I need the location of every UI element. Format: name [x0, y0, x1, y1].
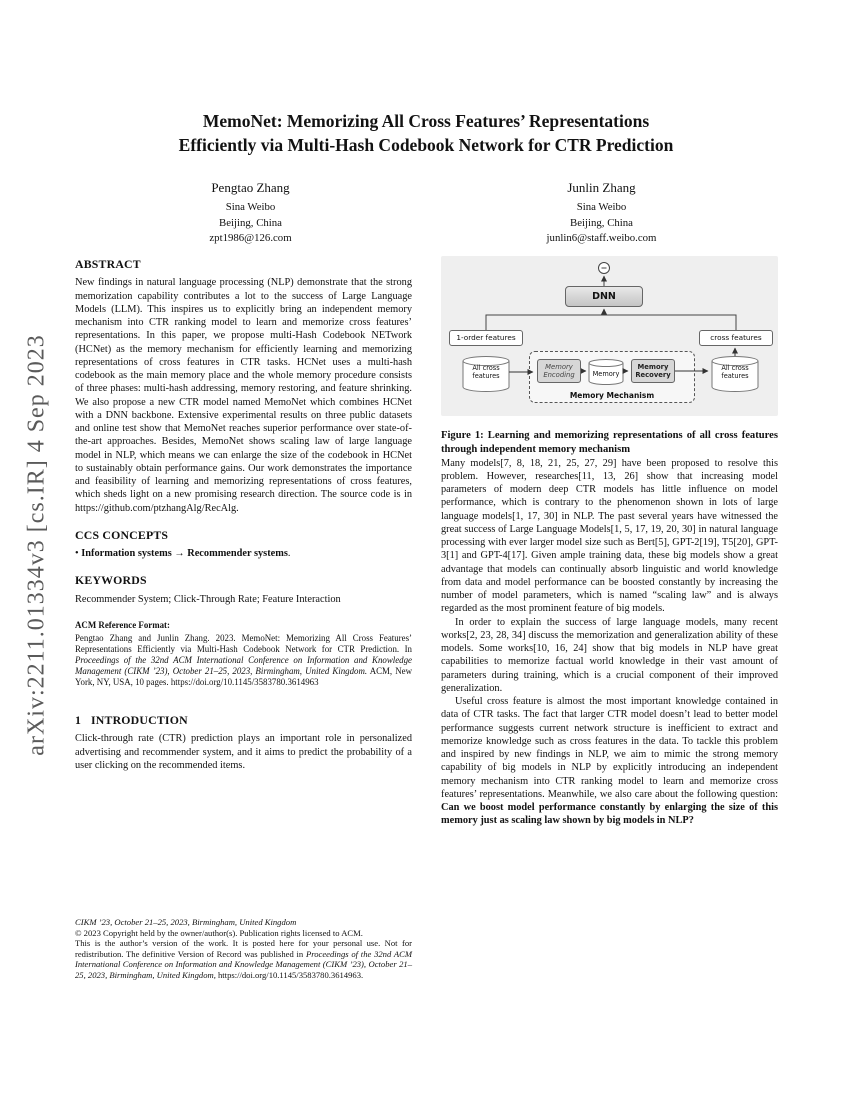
acm-reference-heading: ACM Reference Format:: [75, 619, 170, 630]
author-affiliation: Sina Weibo: [576, 201, 627, 213]
ccs-concept-information-systems: Information systems: [81, 548, 172, 559]
footnote-doi-link[interactable]: https://doi.org/10.1145/3583780.3614963: [218, 969, 361, 980]
figure-node-cross-features: cross features: [699, 330, 773, 346]
footnote-permission-text: This is the author’s version of the work. It is posted here for your personal use. Not for redistribution. The definitive Version of Record was published in Proceedings of the 32nd ACM International Conference on Information and Knowledge Management (CIKM ’23), October 21–25, 2023, Birmingham, United Kingdom, https://doi.org/10.1145/3583780.3614963.: [75, 938, 412, 980]
acm-reference-text: Pengtao Zhang and Junlin Zhang. 2023. MemoNet: Memorizing All Cross Features’ Representations Efficiently via Multi-Hash Codebook Network for CTR Prediction. In Proceedings of the 32nd ACM International Conference on Information and Knowledge Management (CIKM ’23), October 21–25, 2023, Birmingham, United Kingdom. ACM, New York, NY, USA, 10 pages. https://doi.org/10.1145/3583780.3614963: [75, 633, 412, 687]
body-paragraph-1: Many models[7, 8, 18, 21, 25, 27, 29] have been proposed to resolve this problem. However, researches[11, 13, 26] show that increasing model parameters of modern deep CTR models has little influence on model performance, which is contrary to the phenomenon shown in lots of large language models[1, 17, 30] in NLP. The past several years have witnessed the great success of Large Language Models[1, 5, 17, 19, 20, 30] in natural language processing with ever larger model size such as Bert[5], GPT-2[19], T5[20], GPT-3[1] and GPT-4[17]. Given ample training data, these big models show a great advantage that models can continually absorb linguistic and world knowledge from data and model performance can be boosted constantly by increasing the number of model parameters, which is named “scaling law” and is always regarded as the most prominent feature of big models.: [441, 457, 778, 615]
body-paragraph-2: In order to explain the success of large language models, many recent works[2, 23, 28, 34] discuss the memorization and generalization ability of these models. Some works[10, 16, 24] show that big models in NLP have great capabilities to memorize factual world knowledge in their vast amount of parameters during training, which is a crucial component of their improved generalization.: [441, 616, 778, 694]
figure-node-memory-recovery: Memory Recovery: [631, 359, 675, 383]
paper-title-line-2: Efficiently via Multi-Hash Codebook Network for CTR Prediction: [178, 134, 674, 155]
keywords-text: Recommender System; Click-Through Rate; Feature Interaction: [75, 593, 341, 605]
section-heading-introduction: [75, 714, 412, 727]
ccs-concepts-text: • Information systems → Recommender systems.: [75, 548, 291, 559]
output-node-icon: [599, 263, 610, 274]
ccs-bullet: •: [75, 548, 82, 559]
figure-1: [441, 256, 778, 457]
figure-1-caption: Figure 1: Learning and memorizing representations of all cross features through independent memory mechanism: [441, 430, 778, 455]
author-location: Beijing, China: [219, 216, 282, 229]
right-column: [441, 256, 778, 996]
footnote-conference-line: CIKM ’23, October 21–25, 2023, Birmingham, United Kingdom: [75, 917, 297, 927]
author-email: zpt1986@126.com: [209, 232, 292, 244]
author-name: Junlin Zhang: [567, 180, 636, 195]
author-blocks: [75, 180, 777, 247]
author-affiliation: Sina Weibo: [225, 201, 276, 213]
figure-node-memory-encoding: Memory Encoding: [537, 359, 581, 383]
figure-1-diagram: [441, 256, 778, 416]
introduction-text: Click-through rate (CTR) prediction plays an important role in personalized advertising and recommender system, and it aims to predict the probability of a user clicking on the recommended items.: [75, 733, 412, 771]
paper-title: [75, 110, 777, 157]
author-email: junlin6@staff.weibo.com: [546, 232, 657, 244]
section-heading-ccs-concepts: CCS CONCEPTS: [75, 527, 169, 542]
author-location: Beijing, China: [570, 216, 633, 229]
author-name: Pengtao Zhang: [211, 180, 290, 195]
figure-label-memory-mechanism: Memory Mechanism: [569, 391, 655, 400]
figure-label-all-cross-features-left: All cross features: [472, 364, 500, 380]
github-link[interactable]: https://github.com/ptzhangAlg/RecAlg: [75, 502, 237, 514]
figure-label-memory: Memory: [592, 370, 620, 378]
author-block-1: [75, 180, 426, 247]
research-question-bold: Can we boost model performance constantly by enlarging the size of this memory just as scaling law shown by big models in NLP?: [441, 802, 778, 827]
section-heading-keywords: KEYWORDS: [75, 573, 147, 588]
author-block-2: [426, 180, 777, 247]
section-number: 1: [75, 713, 82, 727]
arxiv-banner: arXiv:2211.01334v3 [cs.IR] 4 Sep 2023: [23, 334, 50, 756]
ccs-arrow: →: [171, 548, 188, 559]
figure-label-all-cross-features-right: All cross features: [721, 364, 749, 380]
section-heading-abstract: ABSTRACT: [75, 258, 141, 271]
footnote-copyright-line: © 2023 Copyright held by the owner/author(s). Publication rights licensed to ACM.: [75, 927, 363, 938]
figure-node-first-order-features: 1-order features: [449, 330, 523, 346]
left-column: [75, 258, 412, 913]
abstract-body: New findings in natural language processing (NLP) demonstrate that the strong memorization capability contributes a lot to the success of Large Language Models (LLM). This inspires us to explicitly bring an independent memory mechanism into CTR ranking model to learn and memorize cross features’ representations. In this paper, we propose multi-Hash Codebook NETwork (HCNet) as the memory mechanism for efficiently learning and memorizing representations of cross features in CTR tasks. HCNet uses a multi-hash codebook as the main memory place and the whole memory procedure consists of three phases: multi-hash addressing, memory restoring, and feature shrinking. We also propose a new CTR model named MemoNet which combines HCNet with a DNN backbone. Extensive experimental results on three public datasets and online test show that MemoNet reaches superior performance over state-of-the-art approaches. Besides, MemoNet shows scaling law of large language model in NLP, which means we can enlarge the size of the codebook in HCNet to sustainably obtain performance gains. Our work demonstrates the importance and feasibility of learning and memorizing representations of cross features, which sheds light on a new promising research direction. The source code is in: [75, 277, 412, 501]
ccs-concept-recommender-systems: Recommender systems: [187, 548, 288, 559]
section-title: INTRODUCTION: [91, 713, 188, 727]
copyright-footnote: [75, 917, 412, 981]
doi-link[interactable]: https://doi.org/10.1145/3583780.3614963: [170, 677, 319, 687]
body-paragraph-3: Useful cross feature is almost the most important knowledge contained in data of CTR tasks. The fact that larger CTR model doesn’t lead to better model performance suggests current network structure is inefficient to extract and memorize knowledge such as cross features in the data. To tackle this problem and inspired by new findings in NLP, we aim to mimic the strong memory capability of big models in NLP by explicitly introducing an independent memory mechanism into CTR ranking model to learn and memorize cross features’ representations. Meanwhile, we also care about the following question: Can we boost model performance constantly by enlarging the size of this memory just as scaling law shown by big models in NLP?: [441, 696, 778, 827]
abstract-text: New findings in natural language processing (NLP) demonstrate that the strong memorization capability contributes a lot to the success of Large Language Models (LLM). This inspires us to explicitly bring an independent memory mechanism into CTR ranking model to learn and memorize cross features’ representations. In this paper, we propose multi-Hash Codebook NETwork (HCNet) as the memory mechanism for efficiently learning and memorizing representations of cross features in CTR tasks. HCNet uses a multi-hash codebook as the main memory place and the whole memory procedure consists of three phases: multi-hash addressing, memory restoring, and feature shrinking. We also propose a new CTR model named MemoNet which combines HCNet with a DNN backbone. Extensive experimental results on three public datasets and online test show that MemoNet reaches superior performance over state-of-the-art approaches. Besides, MemoNet shows scaling law of large language model in NLP, which means we can enlarge the size of the codebook in HCNet to sustainably obtain performance gains. Our work demonstrates the importance and feasibility of learning and memorizing representations of cross features, which sheds light on a new promising research direction. The source code is in https://github.com/ptzhangAlg/RecAlg.: [75, 277, 412, 514]
paper-title-line-1: MemoNet: Memorizing All Cross Features’ Representations: [202, 111, 650, 131]
figure-node-dnn: DNN: [565, 286, 643, 307]
